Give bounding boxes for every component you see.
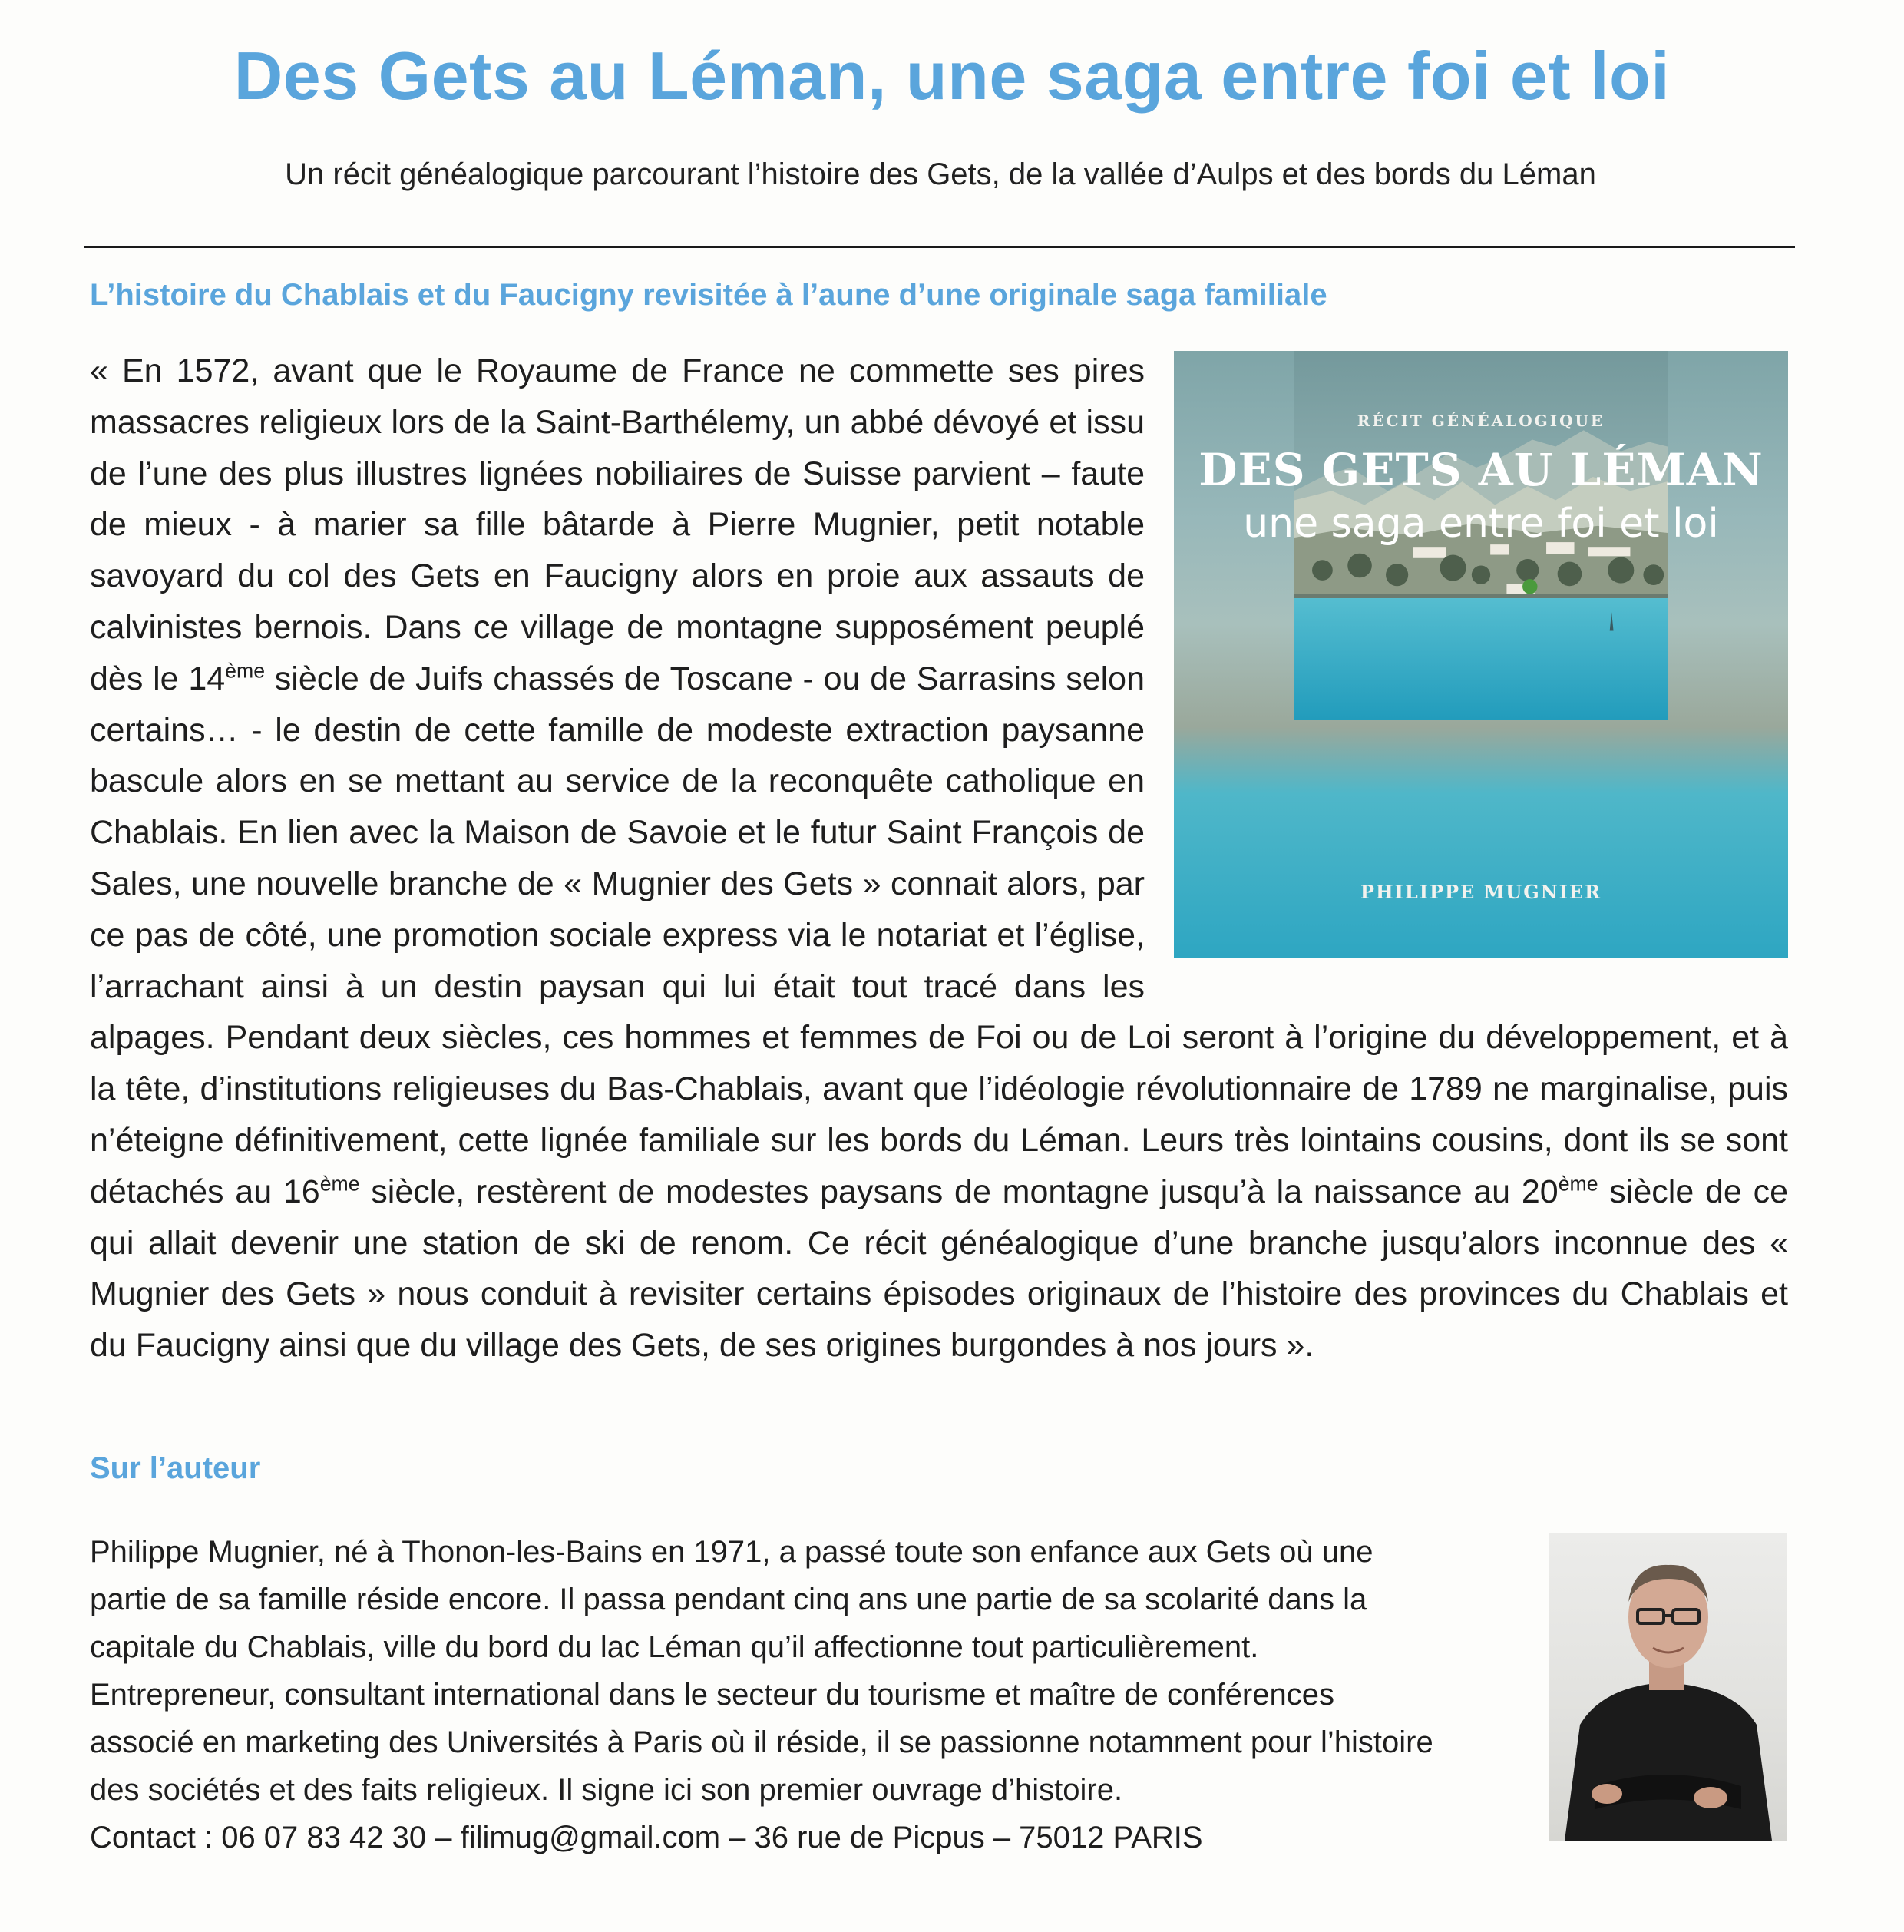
author-photo	[1549, 1533, 1787, 1841]
author-bio-line: Entrepreneur, consultant international dans le secteur du tourisme et maître de conférences	[90, 1678, 1334, 1712]
author-bio-line: capitale du Chablais, ville du bord du lac Léman qu’il affectionne tout particulièrement.	[90, 1630, 1259, 1664]
page-subtitle: Un récit généalogique parcourant l’histoire des Gets, de la vallée d’Aulps et des bords du Léman	[285, 157, 1596, 191]
summary-text-3: siècle, restèrent de modestes paysans de montagne jusqu’à la naissance au 20	[359, 1173, 1559, 1210]
section-heading-author: Sur l’auteur	[90, 1451, 261, 1485]
author-bio-line: des sociétés et des faits religieux. Il signe ici son premier ouvrage d’histoire.	[90, 1773, 1123, 1807]
cover-kicker: RÉCIT GÉNÉALOGIQUE	[1357, 412, 1605, 430]
author-bio	[90, 1528, 1549, 1861]
summary-paragraph	[90, 346, 1788, 1371]
superscript: ème	[1558, 1172, 1598, 1196]
cover-author: PHILIPPE MUGNIER	[1360, 881, 1602, 903]
superscript: ème	[319, 1172, 360, 1196]
author-bio-line: partie de sa famille réside encore. Il passa pendant cinq ans une partie de sa scolarité dans la	[90, 1583, 1367, 1616]
cover-title: DES GETS AU LÉMAN	[1198, 444, 1764, 496]
superscript: ème	[225, 659, 266, 683]
summary-text-1: « En 1572, avant que le Royaume de France ne commette ses pires massacres religieux lors de la Saint-Barthélemy, un abbé dévoyé et issu de l’une des plus illustres lignées nobiliaires de Suisse parvient – faute de mieux - à marier sa fille bâtarde à Pierre Mugnier, petit notable savoyard du col des Gets en Faucigny alors en proie aux assauts de calvinistes bernois. Dans ce village de montagne supposément peuplé dès le 14	[90, 352, 1145, 697]
book-cover-image	[1174, 351, 1788, 958]
author-bio-line: associé en marketing des Universités à Paris où il réside, il se passionne notamment pour l’histoire	[90, 1725, 1433, 1759]
author-contact: Contact : 06 07 83 42 30 – filimug@gmail.com – 36 rue de Picpus – 75012 PARIS	[90, 1821, 1203, 1854]
author-portrait-illustration	[1549, 1533, 1787, 1841]
summary-text-4: siècle de ce qui allait devenir une station de ski de renom. Ce récit généalogique d’une branche jusqu’alors inconnue des « Mugnier des Gets » nous conduit à revisiter certains épisodes originaux de l’histoire des provinces du Chablais et du Faucigny ainsi que du village des Gets, de ses origines burgondes à nos jours ».	[90, 1173, 1788, 1365]
page-title: Des Gets au Léman, une saga entre foi et loi	[233, 38, 1671, 114]
divider	[84, 246, 1795, 248]
summary-text-2: siècle de Juifs chassés de Toscane - ou de Sarrasins selon certains… - le destin de cette famille de modeste extraction paysanne bascule alors en se mettant au service de la reconquête catholique en Chablais. En lien avec la Maison de Savoie et le futur Saint François de Sales, une nouvelle branche de « Mugnier des Gets » connait alors, par ce pas de côté, une promotion sociale express via le notariat et l’église, l’arrachant ainsi à un destin paysan qui lui était tout tracé dans les alpages. Pendant deux siècles, ces hommes et femmes de Foi ou de Loi seront à l’origine du développement, et à la tête, d’institutions religieuses du Bas-Chablais, avant que l’idéologie révolutionnaire de 1789 ne marginalise, puis n’éteigne définitivement, cette lignée familiale sur les bords du Léman. Leurs très lointains cousins, dont ils se sont détachés au 16	[90, 660, 1788, 1210]
author-bio-line: Philippe Mugnier, né à Thonon-les-Bains en 1971, a passé toute son enfance aux Gets où une	[90, 1535, 1373, 1569]
cover-subtitle: une saga entre foi et loi	[1243, 501, 1719, 547]
section-heading-history: L’histoire du Chablais et du Faucigny revisitée à l’aune d’une originale saga familiale	[90, 278, 1327, 312]
